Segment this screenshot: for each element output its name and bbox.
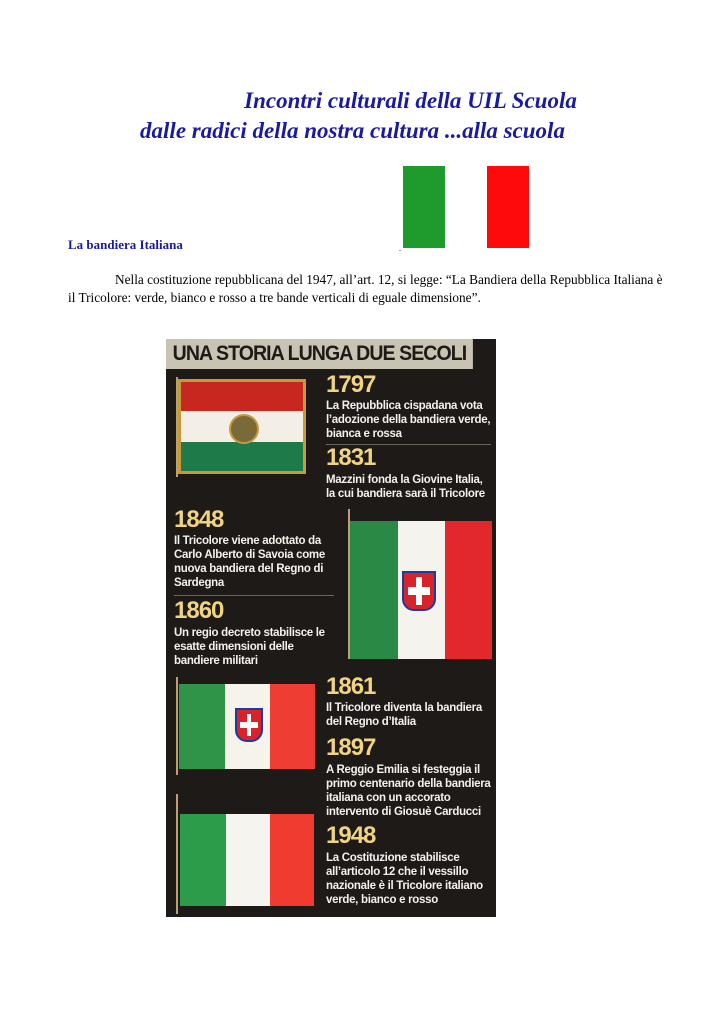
page-title-line-1: Incontri culturali della UIL Scuola <box>244 88 577 113</box>
emblem-icon <box>229 414 259 444</box>
timeline-text: Mazzini fonda la Giovine Italia, la cui bandiera sarà il Tricolore <box>326 474 485 500</box>
flag-red-band <box>487 166 529 248</box>
flag-white-band <box>445 166 487 248</box>
year-label: 1948 <box>326 822 376 849</box>
flag-1948-image <box>180 814 314 906</box>
savoy-cross-icon <box>235 708 263 742</box>
year-label: 1797 <box>326 371 376 398</box>
year-label: 1897 <box>326 734 376 761</box>
timeline-text: A Reggio Emilia si festeggia il primo centenario della bandiera italiana con un accorato intervento di Giosuè Carducci <box>326 764 491 818</box>
flagpole <box>176 677 178 775</box>
constitution-paragraph: Nella costituzione repubblicana del 1947, all’art. 12, si legge: “La Bandiera della Repubblica Italiana è il Tricolore: verde, bianco e rosso a tre bande verticali di eguale dimensione”. <box>68 272 663 305</box>
stray-dot: . <box>399 244 401 253</box>
divider <box>174 595 334 596</box>
page-title-line-2: dalle radici della nostra cultura ...alla scuola <box>140 118 565 143</box>
timeline-text: Il Tricolore viene adottato da Carlo Alberto di Savoia come nuova bandiera del Regno di Sardegna <box>174 535 325 589</box>
timeline-text: Il Tricolore diventa la bandiera del Regno d’Italia <box>326 702 482 728</box>
flag-1848-image <box>350 521 492 659</box>
timeline-text: La Costituzione stabilisce all’articolo 12 che il vessillo nazionale è il Tricolore italiano verde, bianco e rosso <box>326 852 483 906</box>
timeline-text: La Repubblica cispadana vota l’adozione della bandiera verde, bianca e rossa <box>326 400 491 440</box>
year-label: 1848 <box>174 506 224 533</box>
section-title: La bandiera Italiana <box>68 237 183 252</box>
year-label: 1831 <box>326 444 376 471</box>
savoy-cross-icon <box>402 571 436 611</box>
flag-1861-image <box>179 684 315 769</box>
newspaper-clipping <box>166 339 496 917</box>
flag-green-band <box>403 166 445 248</box>
flag-1797-image <box>178 379 306 474</box>
year-label: 1860 <box>174 597 224 624</box>
flagpole <box>176 794 178 914</box>
year-label: 1861 <box>326 673 376 700</box>
clipping-headline: UNA STORIA LUNGA DUE SECOLI <box>166 339 473 369</box>
timeline-text: Un regio decreto stabilisce le esatte dimensioni delle bandiere militari <box>174 627 325 667</box>
